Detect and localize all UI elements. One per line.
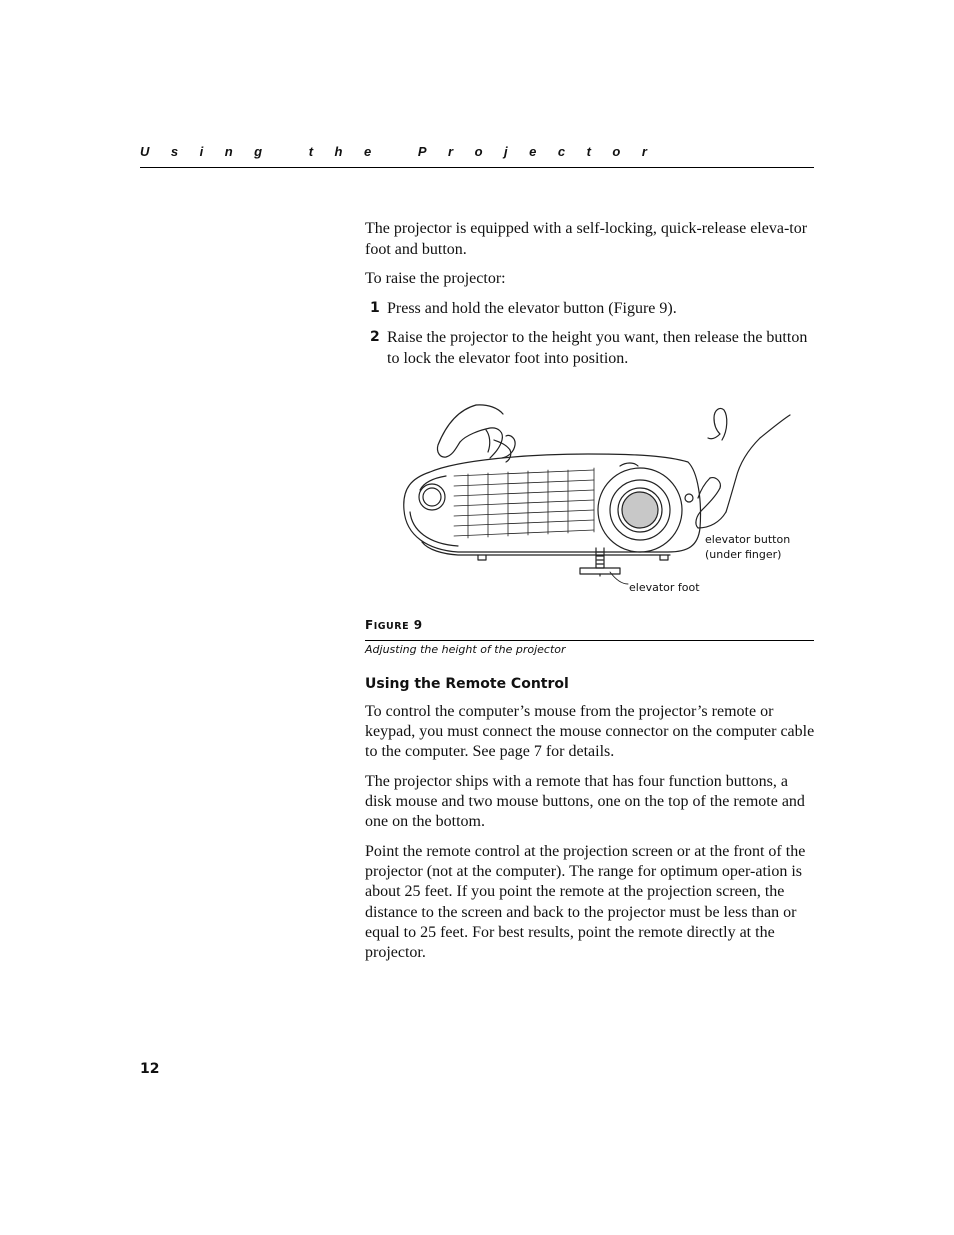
step-number: 1 [370,300,380,316]
page-number: 12 [140,1061,160,1077]
figure-label [365,618,423,632]
left-hand-drawing [437,405,515,462]
callout-line: (under finger) [705,548,782,561]
body-paragraph: To control the computer’s mouse from the projector’s remote or keypad, you must connect the mouse connector on the computer cable to the computer. See page 7 for details. [365,703,815,760]
callout-line: elevator button [705,533,791,546]
figure-rule [365,640,814,641]
intro-paragraph: The projector is equipped with a self-locking, quick-release eleva-tor foot and button. [365,220,808,258]
right-hand-drawing [696,408,790,528]
step-2 [370,327,815,369]
figure-caption: Adjusting the height of the projector [365,643,566,656]
header-rule [140,167,814,168]
figure-label-initial: F [365,618,374,632]
figure-label-smallcaps: IGURE [373,621,410,632]
body-paragraph: The projector ships with a remote that has four function buttons, a disk mouse and two mouse buttons, one on the top of the remote and one on the bottom. [365,773,805,830]
step-text: Raise the projector to the height you want, then release the button to lock the elevator foot into position. [387,329,808,367]
step-text: Press and hold the elevator button (Figure 9). [387,300,677,317]
step-number: 2 [370,329,380,345]
callout-elevator-foot: elevator foot [629,581,700,594]
callout-elevator-button [705,532,815,562]
projector-illustration [398,400,808,600]
body-paragraph: Point the remote control at the projection screen or at the front of the projector (not at the computer). The range for optimum oper-ation is about 25 feet. If you point the remote at the projection screen, the distance to the screen and back to the projector must be less than or equal to 25 feet. For best results, point the remote directly at the projector. [365,843,806,962]
raise-lead-text: To raise the projector: [365,270,506,287]
section-heading: Using the Remote Control [365,676,569,692]
projector-body-drawing [404,454,701,560]
figure-number: 9 [413,618,423,632]
running-head: Using the Projector [140,144,669,159]
step-1 [370,298,815,319]
